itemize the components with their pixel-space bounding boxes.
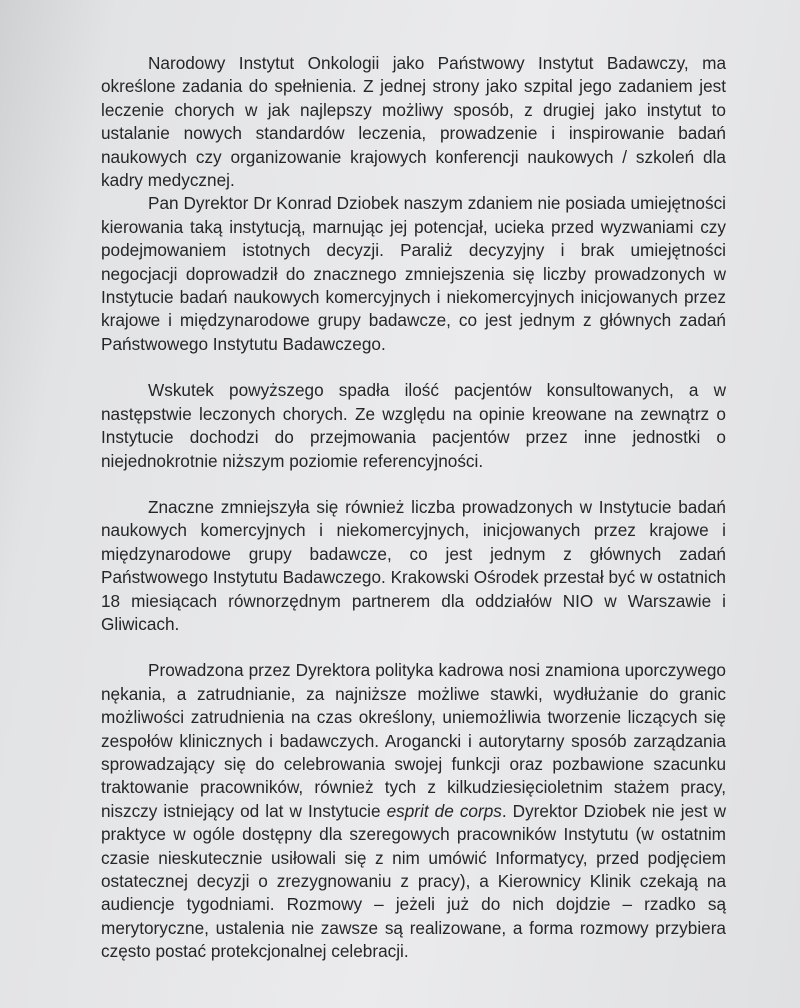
paragraph-5 bbox=[101, 659, 726, 963]
paragraph-5-text-before: Prowadzona przez Dyrektora polityka kadrowa nosi znamiona uporczywego nękania, a zatrudnianie, za najniższe możliwe stawki, wydłużanie do granic możliwości zatrudnienia na czas określony, uniemożliwia tworzenie liczących się zespołów klinicznych i badawczych. Arogancki i autorytarny sposób zarządzania sprowadzający się do celebrowania swojej funkcji oraz pozbawione szacunku traktowanie pracowników, również tych z kilkudziesięcioletnim stażem pracy, niszczy istniejący od lat w Instytucie bbox=[101, 660, 726, 821]
paragraph-1: Narodowy Instytut Onkologii jako Państwowy Instytut Badawczy, ma określone zadania do spełnienia. Z jednej strony jako szpital jego zadaniem jest leczenie chorych w jak najlepszy możliwy sposób, z drugiej jako instytut to ustalanie nowych standardów leczenia, prowadzenie i inspirowanie badań naukowych czy organizowanie krajowych konferencji naukowych / szkoleń dla kadry medycznej. bbox=[101, 53, 726, 191]
document-body bbox=[101, 52, 726, 964]
paragraph-5-italic-phrase: esprit de corps bbox=[386, 800, 502, 821]
paragraph-3: Wskutek powyższego spadła ilość pacjentów konsultowanych, a w następstwie leczonych chorych. Ze względu na opinie kreowane na zewnątrz o Instytucie dochodzi do przejmowania pacjentów przez inne jednostki o niejednokrotnie niższym poziomie referencyjności. bbox=[101, 380, 726, 471]
paragraph-5-text-after: . Dyrektor Dziobek nie jest w praktyce w ogóle dostępny dla szeregowych pracowników Instytutu (w ostatnim czasie nieskutecznie usiłowali się z nim umówić Informatycy, przed podjęciem ostatecznej decyzji o zrezygnowaniu z pracy), a Kierownicy Klinik czekają na audiencje tygodniami. Rozmowy – jeżeli już do nich dojdzie – rzadko są merytoryczne, ustalenia nie zawsze są realizowane, a forma rozmowy przybiera często postać protekcjonalnej celebracji. bbox=[101, 800, 726, 962]
paragraph-2: Pan Dyrektor Dr Konrad Dziobek naszym zdaniem nie posiada umiejętności kierowania taką instytucją, marnując jej potencjał, ucieka przed wyzwaniami czy podejmowaniem istotnych decyzji. Paraliż decyzyjny i brak umiejętności negocjacji doprowadził do znacznego zmniejszenia się liczby prowadzonych w Instytucie badań naukowych komercyjnych i niekomercyjnych inicjowanych przez krajowe i międzynarodowe grupy badawcze, co jest jednym z głównych zadań Państwowego Instytutu Badawczego. bbox=[101, 193, 726, 354]
paragraph-4: Znaczne zmniejszyła się również liczba prowadzonych w Instytucie badań naukowych komercyjnych i niekomercyjnych, inicjowanych przez krajowe i międzynarodowe grupy badawcze, co jest jednym z głównych zadań Państwowego Instytutu Badawczego. Krakowski Ośrodek przestał być w ostatnich 18 miesiącach równorzędnym partnerem dla oddziałów NIO w Warszawie i Gliwicach. bbox=[101, 496, 726, 634]
